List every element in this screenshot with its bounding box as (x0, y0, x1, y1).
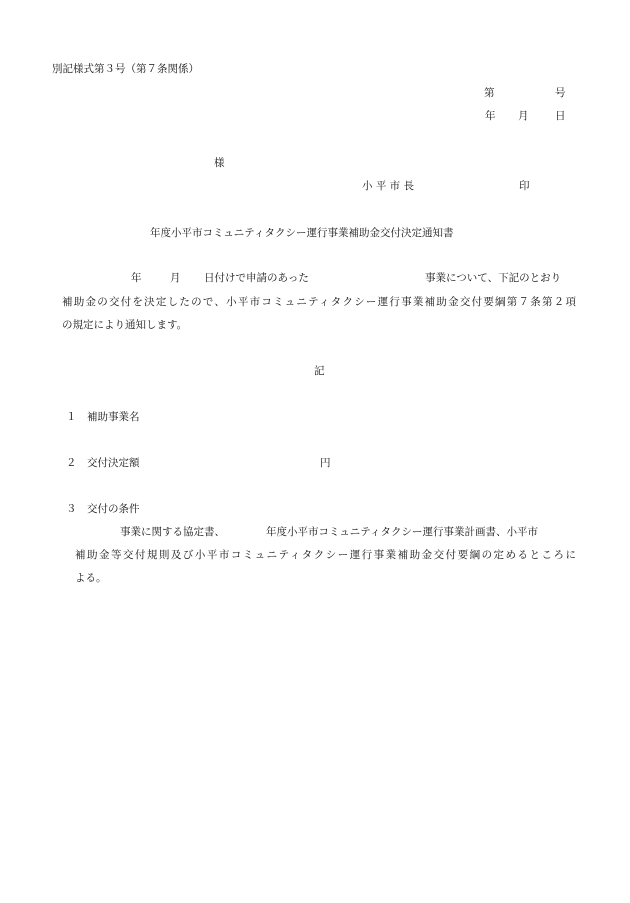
conditions-line-2: 補助金等交付規則及び小平市コミュニティタクシー運行事業補助金交付要綱の定めるところに (75, 549, 576, 561)
form-header: 別記様式第３号（第７条関係） (52, 63, 199, 75)
date-month: 月 (518, 110, 529, 122)
item-1-number: １ (66, 411, 77, 423)
body-month: 月 (170, 272, 181, 284)
issuer-seal: 印 (519, 180, 530, 192)
item-2-unit: 円 (320, 457, 331, 469)
ki-heading: 記 (314, 365, 325, 377)
body-year: 年 (131, 272, 142, 284)
body-after: 事業について、下記のとおり (425, 272, 562, 284)
doc-no-prefix: 第 (484, 87, 495, 99)
conditions-line-1b: 年度小平市コミュニティタクシー運行事業計画書、小平市 (266, 526, 538, 538)
conditions-line-1a: 事業に関する協定書、 (120, 526, 225, 538)
conditions-line-3: よる。 (75, 572, 107, 584)
addressee-suffix: 様 (214, 157, 225, 169)
body-line-2: 補助金の交付を決定したので、小平市コミュニティタクシー運行事業補助金交付要綱第７条第２項 (62, 296, 576, 308)
body-line-3: の規定により通知します。 (62, 319, 188, 331)
body-date-text: 日付けで申請のあった (204, 272, 309, 284)
date-day: 日 (555, 110, 566, 122)
document-title: 年度小平市コミュニティタクシー運行事業補助金交付決定通知書 (150, 227, 454, 239)
item-2-label: 交付決定額 (87, 457, 140, 469)
doc-no-suffix: 号 (555, 87, 566, 99)
item-2-number: ２ (66, 457, 77, 469)
issuer-title: 小 平 市 長 (362, 180, 415, 192)
item-1-label: 補助事業名 (87, 411, 140, 423)
item-3-label: 交付の条件 (87, 503, 140, 515)
item-3-number: ３ (66, 503, 77, 515)
date-year: 年 (485, 110, 496, 122)
